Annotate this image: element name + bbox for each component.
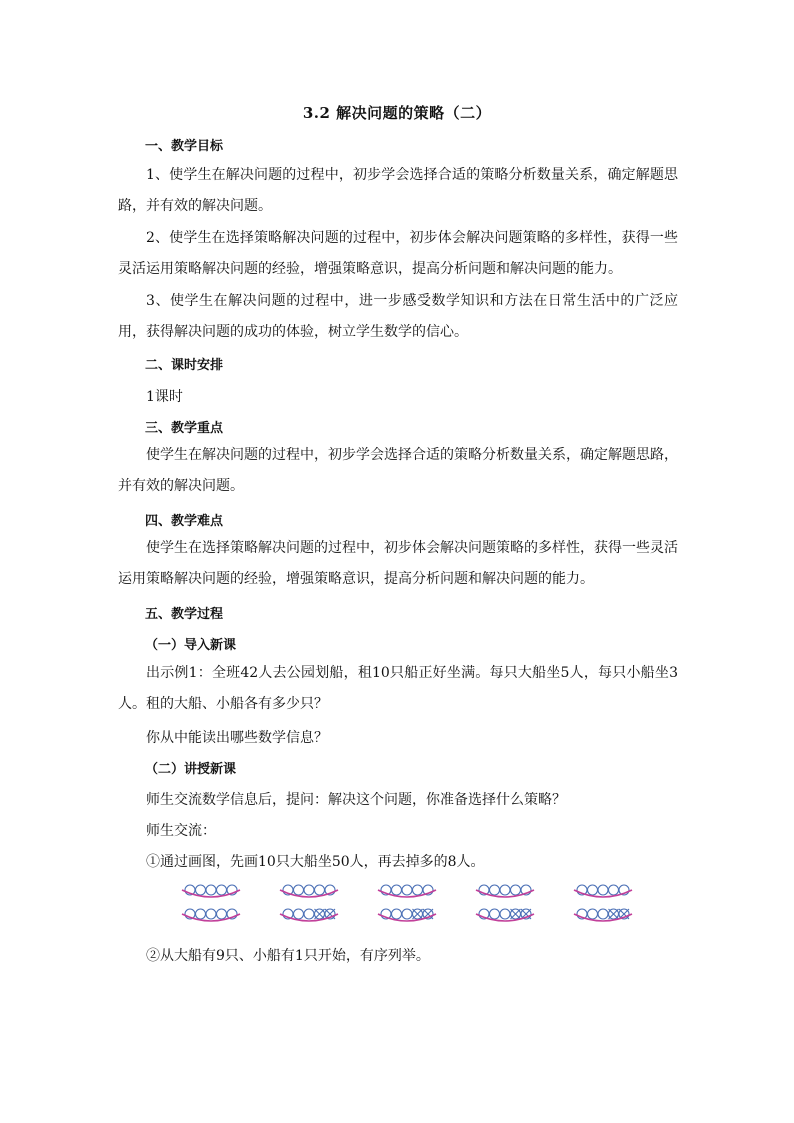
person-mark [304,885,314,895]
heading-teach: （二）讲授新课 [145,762,237,777]
boat-hull [476,890,534,897]
person-mark [392,885,402,895]
key-points-text: 使学生在解决问题的过程中，初步学会选择合适的策略分析数量关系，确定解题思路，并有效的解决问题。 [118,447,678,494]
person-mark [217,885,227,895]
person-mark [392,909,402,919]
boat-top-5 [574,885,632,897]
person-mark [490,885,500,895]
cross-mark [511,909,521,919]
boat-diagram [178,880,648,932]
heading-schedule: 二、课时安排 [145,358,224,373]
cross-mark [609,909,619,919]
schedule-text: 1课时 [146,389,183,405]
person-mark [588,909,598,919]
goal-item-3: 3、使学生在解决问题的过程中，进一步感受数学知识和方法在日常生活中的广泛应用，获得解决问题的成功的体验，树立学生数学的信心。 [118,293,678,340]
boat-top-2 [280,885,338,897]
boat-bottom-1 [182,909,240,921]
person-mark [196,909,206,919]
boat-bottom-5 [574,909,632,921]
heading-intro: （一）导入新课 [145,638,237,653]
person-mark [588,885,598,895]
cross-mark [413,909,423,919]
boat-hull [280,890,338,897]
boat-top-4 [476,885,534,897]
example-text: 出示例1：全班42人去公园划船，租10只船正好坐满。每只大船坐5人，每只小船坐3人。租的大船、小船各有多少只？ [118,665,678,712]
heading-key-points: 三、教学重点 [145,421,224,436]
intro-question: 你从中能读出哪些数学信息？ [146,730,328,746]
heading-process: 五、教学过程 [145,607,224,622]
boat-hull [378,890,436,897]
person-mark [315,885,325,895]
page-title: 3.2 解决问题的策略（二） [302,104,492,122]
person-mark [206,909,216,919]
person-mark [598,885,608,895]
teach-last-line: ②从大船有9只、小船有1只开始，有序列举。 [146,948,430,964]
person-mark [413,885,423,895]
boat-hull [574,890,632,897]
heading-difficulties: 四、教学难点 [145,514,224,529]
teach-line-2: 师生交流： [146,823,216,839]
goal-item-1: 1、使学生在解决问题的过程中，初步学会选择合适的策略分析数量关系，确定解题思路，并有效的解决问题。 [118,167,678,214]
person-mark [609,885,619,895]
person-mark [511,885,521,895]
boat-hull [182,890,240,897]
goal-item-2: 2、使学生在选择策略解决问题的过程中，初步体会解决问题策略的多样性，获得一些灵活运用策略解决问题的经验，增强策略意识，提高分析问题和解决问题的能力。 [118,230,678,277]
difficulties-text: 使学生在选择策略解决问题的过程中，初步体会解决问题策略的多样性，获得一些灵活运用策略解决问题的经验，增强策略意识，提高分析问题和解决问题的能力。 [118,540,678,587]
person-mark [402,909,412,919]
heading-goals: 一、教学目标 [145,139,224,154]
boat-top-1 [182,885,240,897]
person-mark [500,885,510,895]
person-mark [206,885,216,895]
person-mark [294,909,304,919]
person-mark [490,909,500,919]
person-mark [500,909,510,919]
person-mark [304,909,314,919]
boat-bottom-2 [280,909,338,921]
boat-top-3 [378,885,436,897]
boat-hull [182,914,240,921]
person-mark [598,909,608,919]
boat-bottom-4 [476,909,534,921]
cross-mark [315,909,325,919]
teach-line-1: 师生交流数学信息后，提问：解决这个问题，你准备选择什么策略？ [146,792,566,808]
person-mark [294,885,304,895]
person-mark [402,885,412,895]
teach-line-3: ①通过画图，先画10只大船坐50人，再去掉多的8人。 [146,854,485,870]
person-mark [217,909,227,919]
boat-bottom-3 [378,909,436,921]
person-mark [196,885,206,895]
